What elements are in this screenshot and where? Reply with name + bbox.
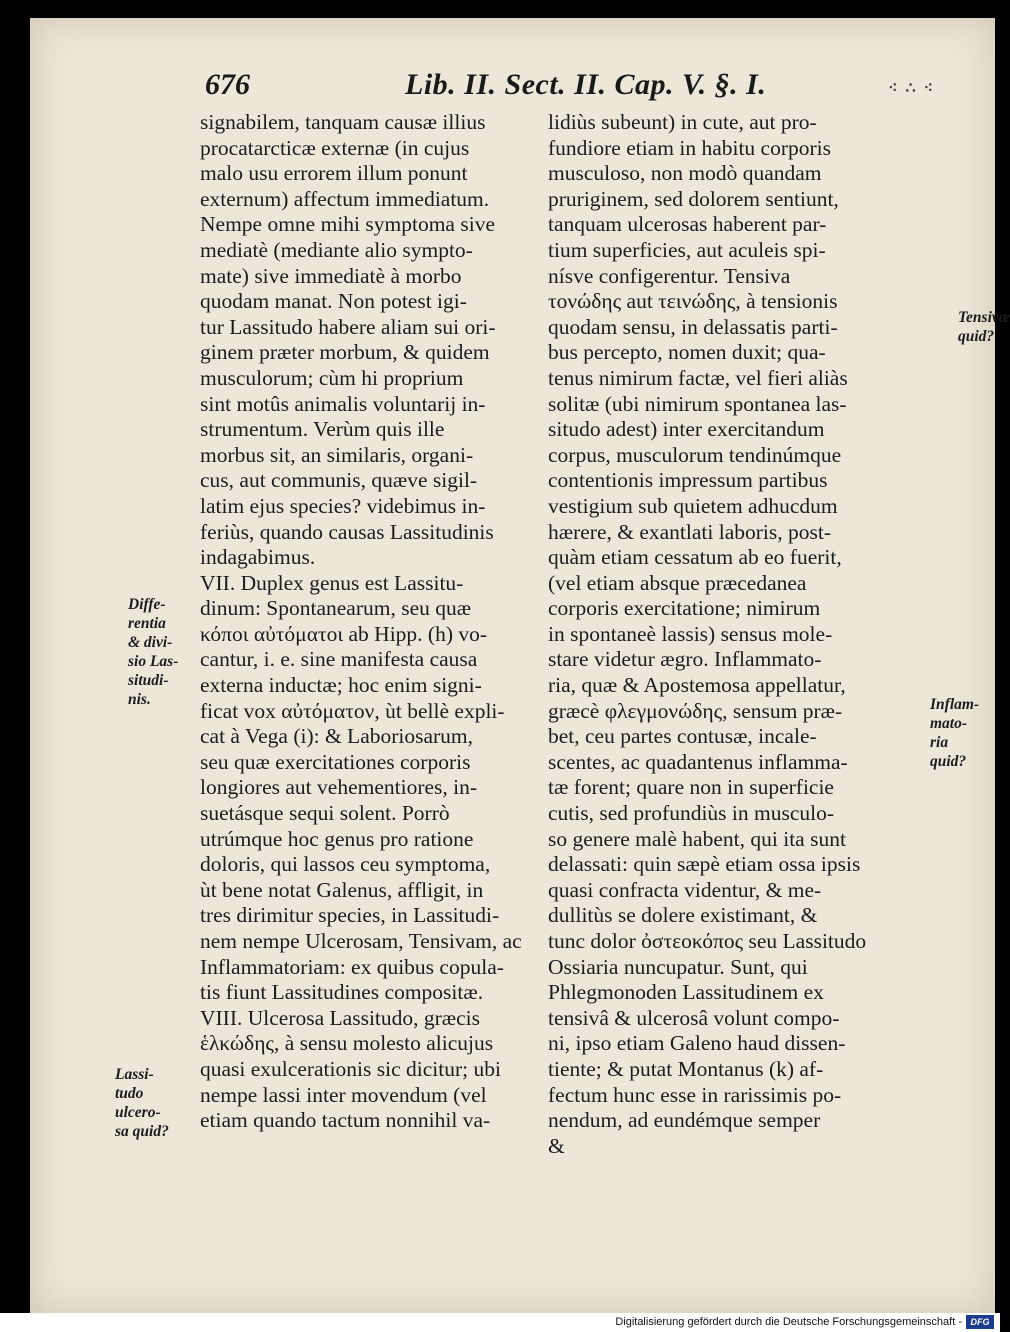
digitization-footer bbox=[0, 1313, 1000, 1332]
text-line: utrúmque hoc genus pro ratione bbox=[200, 826, 474, 851]
text-line: ni, ipso etiam Galeno haud dissen- bbox=[548, 1031, 846, 1056]
text-line: fectum hunc esse in rarissimis po- bbox=[548, 1082, 842, 1107]
margin-note-line: Inflam- bbox=[930, 696, 980, 713]
text-line: sint motûs animalis voluntarij in- bbox=[200, 391, 486, 416]
text-line: ria, quæ & Apostemosa appellatur, bbox=[548, 673, 846, 698]
margin-note-line: Lassi- bbox=[115, 1066, 154, 1083]
text-line: morbus sit, an similaris, organi- bbox=[200, 442, 474, 467]
text-line: pruriginem, sed dolorem sentiunt, bbox=[548, 186, 839, 211]
text-line: latim ejus species? videbimus in- bbox=[200, 493, 486, 518]
text-line: cantur, i. e. sine manifesta causa bbox=[200, 647, 478, 672]
text-line: corpus, musculorum tendinúmque bbox=[548, 442, 842, 467]
text-line: quàm etiam cessatum ab eo fuerit, bbox=[548, 545, 842, 570]
text-line: mediatè (mediante alio sympto- bbox=[200, 237, 473, 262]
margin-note-line: Tensivæ bbox=[958, 309, 1010, 326]
text-line: vestigium sub quietem adhucdum bbox=[548, 493, 838, 518]
text-line: tis fiunt Lassitudines compositæ. bbox=[200, 980, 484, 1005]
text-line: tur Lassitudo habere aliam sui ori- bbox=[200, 314, 496, 339]
text-line: etiam quando tactum nonnihil va- bbox=[200, 1108, 491, 1133]
text-line: quasi exulcerationis sic dicitur; ubi bbox=[200, 1056, 501, 1081]
margin-note-lassitudo-ulcerosa bbox=[115, 1065, 169, 1141]
text-line: Phlegmonoden Lassitudinem ex bbox=[548, 980, 824, 1005]
footer-credit: Digitalisierung gefördert durch die Deutsche Forschungsgemeinschaft - bbox=[615, 1316, 962, 1328]
page-number: 676 bbox=[205, 68, 250, 101]
text-line: Nempe omne mihi symptoma sive bbox=[200, 212, 495, 237]
text-line: tium superficies, aut aculeis spi- bbox=[548, 237, 826, 262]
text-line: signabilem, tanquam causæ illius bbox=[200, 110, 486, 134]
text-line: malo usu errorem illum ponunt bbox=[200, 161, 468, 186]
text-line: tensivâ & ulcerosâ volunt compo- bbox=[548, 1005, 840, 1030]
text-line: cat à Vega (i): & Laboriosarum, bbox=[200, 724, 474, 749]
text-line: nempe lassi inter movendum (vel bbox=[200, 1082, 487, 1107]
text-line: bus percepto, nomen duxit; qua- bbox=[548, 340, 826, 365]
text-line: procatarcticæ externæ (in cujus bbox=[200, 135, 470, 160]
text-line: strumentum. Verùm quis ille bbox=[200, 417, 445, 442]
margin-note-tensivae bbox=[958, 308, 1010, 346]
text-line: cutis, sed profundiùs in musculo- bbox=[548, 801, 835, 826]
text-line: Ossiaria nuncupatur. Sunt, qui bbox=[548, 954, 808, 979]
text-line: hærere, & exantlati laboris, post- bbox=[548, 519, 832, 544]
page-header bbox=[180, 60, 935, 110]
text-line: situdo adest) inter exercitandum bbox=[548, 417, 825, 442]
text-line: quodam sensu, in delassatis parti- bbox=[548, 314, 838, 339]
text-line: longiores aut vehementiores, in- bbox=[200, 775, 478, 800]
text-line: VIII. Ulcerosa Lassitudo, græcis bbox=[200, 1005, 481, 1030]
book-page bbox=[30, 18, 1010, 1313]
margin-note-inflammatoria bbox=[930, 695, 979, 771]
text-line: suetásque sequi solent. Porrò bbox=[200, 801, 450, 826]
text-line: lidiùs subeunt) in cute, aut pro- bbox=[548, 110, 817, 134]
text-line: quodam manat. Non potest igi- bbox=[200, 289, 467, 314]
text-line: feriùs, quando causas Lassitudinis bbox=[200, 519, 494, 544]
text-line: solitæ (ubi nimirum spontanea las- bbox=[548, 391, 847, 416]
text-line: mate) sive immediatè à morbo bbox=[200, 263, 462, 288]
text-line: tenus nimirum factæ, vel fieri aliàs bbox=[548, 365, 848, 390]
text-line: ἑλκώδης, à sensu molesto alicujus bbox=[200, 1031, 494, 1056]
margin-note-line: Diffe- bbox=[128, 596, 166, 613]
text-line: musculoso, non modò quandam bbox=[548, 161, 822, 186]
text-line: nísve configerentur. Tensiva bbox=[548, 263, 791, 288]
text-line: ginem præter morbum, & quidem bbox=[200, 340, 490, 365]
margin-note-differentia bbox=[128, 595, 178, 709]
text-line: dullitùs se dolere existimant, & bbox=[548, 903, 818, 928]
text-line: externa inductæ; hoc enim signi- bbox=[200, 673, 482, 698]
text-line: quasi confracta videntur, & me- bbox=[548, 877, 822, 902]
text-line: indagabimus. bbox=[200, 545, 316, 570]
left-text-column bbox=[200, 110, 570, 1134]
text-line: ficat vox αὐτόματον, ùt bellè expli- bbox=[200, 698, 505, 723]
text-line: scentes, ac quadantenus inflamma- bbox=[548, 749, 848, 774]
text-line: nem nempe Ulcerosam, Tensivam, ac bbox=[200, 929, 522, 953]
margin-note-line: mato- bbox=[930, 715, 968, 732]
text-line: contentionis impressum partibus bbox=[548, 468, 828, 493]
text-line: fundiore etiam in habitu corporis bbox=[548, 135, 832, 160]
text-line: græcè φλεγμονώδης, sensum præ- bbox=[548, 698, 843, 723]
margin-note-line: quid? bbox=[930, 753, 967, 770]
dfg-logo: DFG bbox=[966, 1315, 994, 1329]
margin-note-line: ulcero- bbox=[115, 1104, 161, 1121]
text-line: τονώδης aut τεινώδης, à tensionis bbox=[548, 289, 838, 314]
text-line: bet, ceu partes contusæ, incale- bbox=[548, 724, 817, 749]
margin-note-line: & divi- bbox=[128, 634, 173, 651]
text-line: κόποι αὐτόματοι ab Hipp. (h) vo- bbox=[200, 621, 488, 646]
text-line: in spontaneè lassis) sensus mole- bbox=[548, 621, 833, 646]
margin-note-line: sa quid? bbox=[115, 1123, 169, 1140]
text-line: doloris, qui lassos ceu symptoma, bbox=[200, 852, 491, 877]
text-line: so genere malè habent, qui ita sunt bbox=[548, 826, 846, 851]
margin-note-line: situdi- bbox=[128, 672, 169, 689]
text-line: corporis exercitatione; nimirum bbox=[548, 596, 821, 621]
text-line: & bbox=[548, 1133, 565, 1158]
margin-note-line: rentia bbox=[128, 615, 166, 632]
text-line: tanquam ulcerosas haberent par- bbox=[548, 212, 827, 237]
header-ornament: ⁖ ∴ ⁖ bbox=[888, 80, 935, 97]
text-line: nendum, ad eundémque semper bbox=[548, 1108, 821, 1133]
margin-note-line: nis. bbox=[128, 691, 151, 708]
text-line: externum) affectum immediatum. bbox=[200, 186, 490, 211]
text-line: ùt bene notat Galenus, affligit, in bbox=[200, 877, 484, 902]
running-title: Lib. II. Sect. II. Cap. V. §. I. bbox=[405, 68, 767, 101]
text-line: Inflammatoriam: ex quibus copula- bbox=[200, 954, 504, 979]
text-line: dinum: Spontanearum, seu quæ bbox=[200, 596, 472, 621]
text-line: tiente; & putat Montanus (k) af- bbox=[548, 1056, 824, 1081]
text-line: VII. Duplex genus est Lassitu- bbox=[200, 570, 464, 595]
margin-note-line: sio Las- bbox=[128, 653, 179, 670]
text-line: (vel etiam absque præcedanea bbox=[548, 570, 807, 595]
text-line: stare videtur ægro. Inflammato- bbox=[548, 647, 822, 672]
margin-note-line: tudo bbox=[115, 1085, 144, 1102]
text-line: tæ forent; quare non in superficie bbox=[548, 775, 834, 800]
text-line: cus, aut communis, quæve sigil- bbox=[200, 468, 478, 493]
text-line: seu quæ exercitationes corporis bbox=[200, 749, 471, 774]
text-line: musculorum; cùm hi proprium bbox=[200, 365, 464, 390]
margin-note-line: ria bbox=[930, 734, 949, 751]
margin-note-line: quid? bbox=[958, 328, 995, 345]
text-line: tunc dolor ὀστεοκόπος seu Lassitudo bbox=[548, 929, 867, 953]
right-text-column bbox=[548, 110, 918, 1159]
text-line: tres dirimitur species, in Lassitudi- bbox=[200, 903, 500, 928]
text-line: delassati: quin sæpè etiam ossa ipsis bbox=[548, 852, 861, 877]
